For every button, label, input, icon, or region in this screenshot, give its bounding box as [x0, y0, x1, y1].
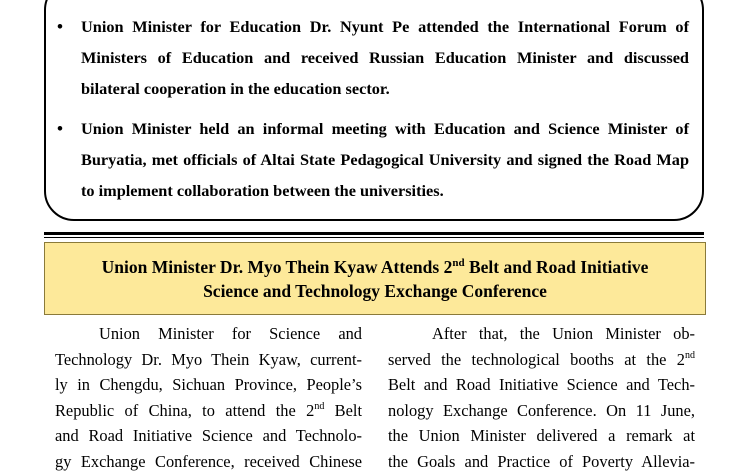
headline-line-2: Science and Technology Exchange Conference — [45, 279, 705, 303]
divider-thin — [44, 237, 704, 238]
highlight-text: Union Minister held an informal meeting with Education and Science Minister of Buryatia, met officials of Altai State Pedagogical University and signed the Road Map to implement collaboration between the universities. — [81, 113, 689, 206]
article-line: After that, the Union Minister ob- — [388, 321, 695, 347]
article-line: nology Exchange Conference. On 11 June, — [388, 398, 695, 424]
article-line: and Road Initiative Science and Technolo- — [55, 423, 362, 449]
article-line: the Union Minister delivered a remark at — [388, 423, 695, 449]
divider-thick — [44, 232, 704, 235]
article-column-right — [388, 321, 695, 474]
article-line: Technology Dr. Myo Thein Kyaw, current- — [55, 347, 362, 373]
headline-line-1: Union Minister Dr. Myo Thein Kyaw Attends 2nd Belt and Road Initiative — [45, 255, 705, 279]
bullet-icon: • — [57, 113, 63, 144]
article-line: gy Exchange Conference, received Chinese — [55, 449, 362, 474]
article-line: the Goals and Practice of Poverty Allevia- — [388, 449, 695, 474]
article-line: served the technological booths at the 2nd — [388, 347, 695, 373]
article-headline — [44, 242, 706, 315]
article-line: Belt and Road Initiative Science and Tech- — [388, 372, 695, 398]
article-column-left — [55, 321, 362, 474]
highlight-text: Union Minister for Education Dr. Nyunt Pe attended the International Forum of Ministers of Education and received Russian Education Minister and discussed bilateral cooperation in the education sector. — [81, 11, 689, 104]
article-line: ly in Chengdu, Sichuan Province, People’s — [55, 372, 362, 398]
article-line: Union Minister for Science and — [55, 321, 362, 347]
article-line: Republic of China, to attend the 2nd Belt — [55, 398, 362, 424]
bullet-icon: • — [57, 11, 63, 42]
